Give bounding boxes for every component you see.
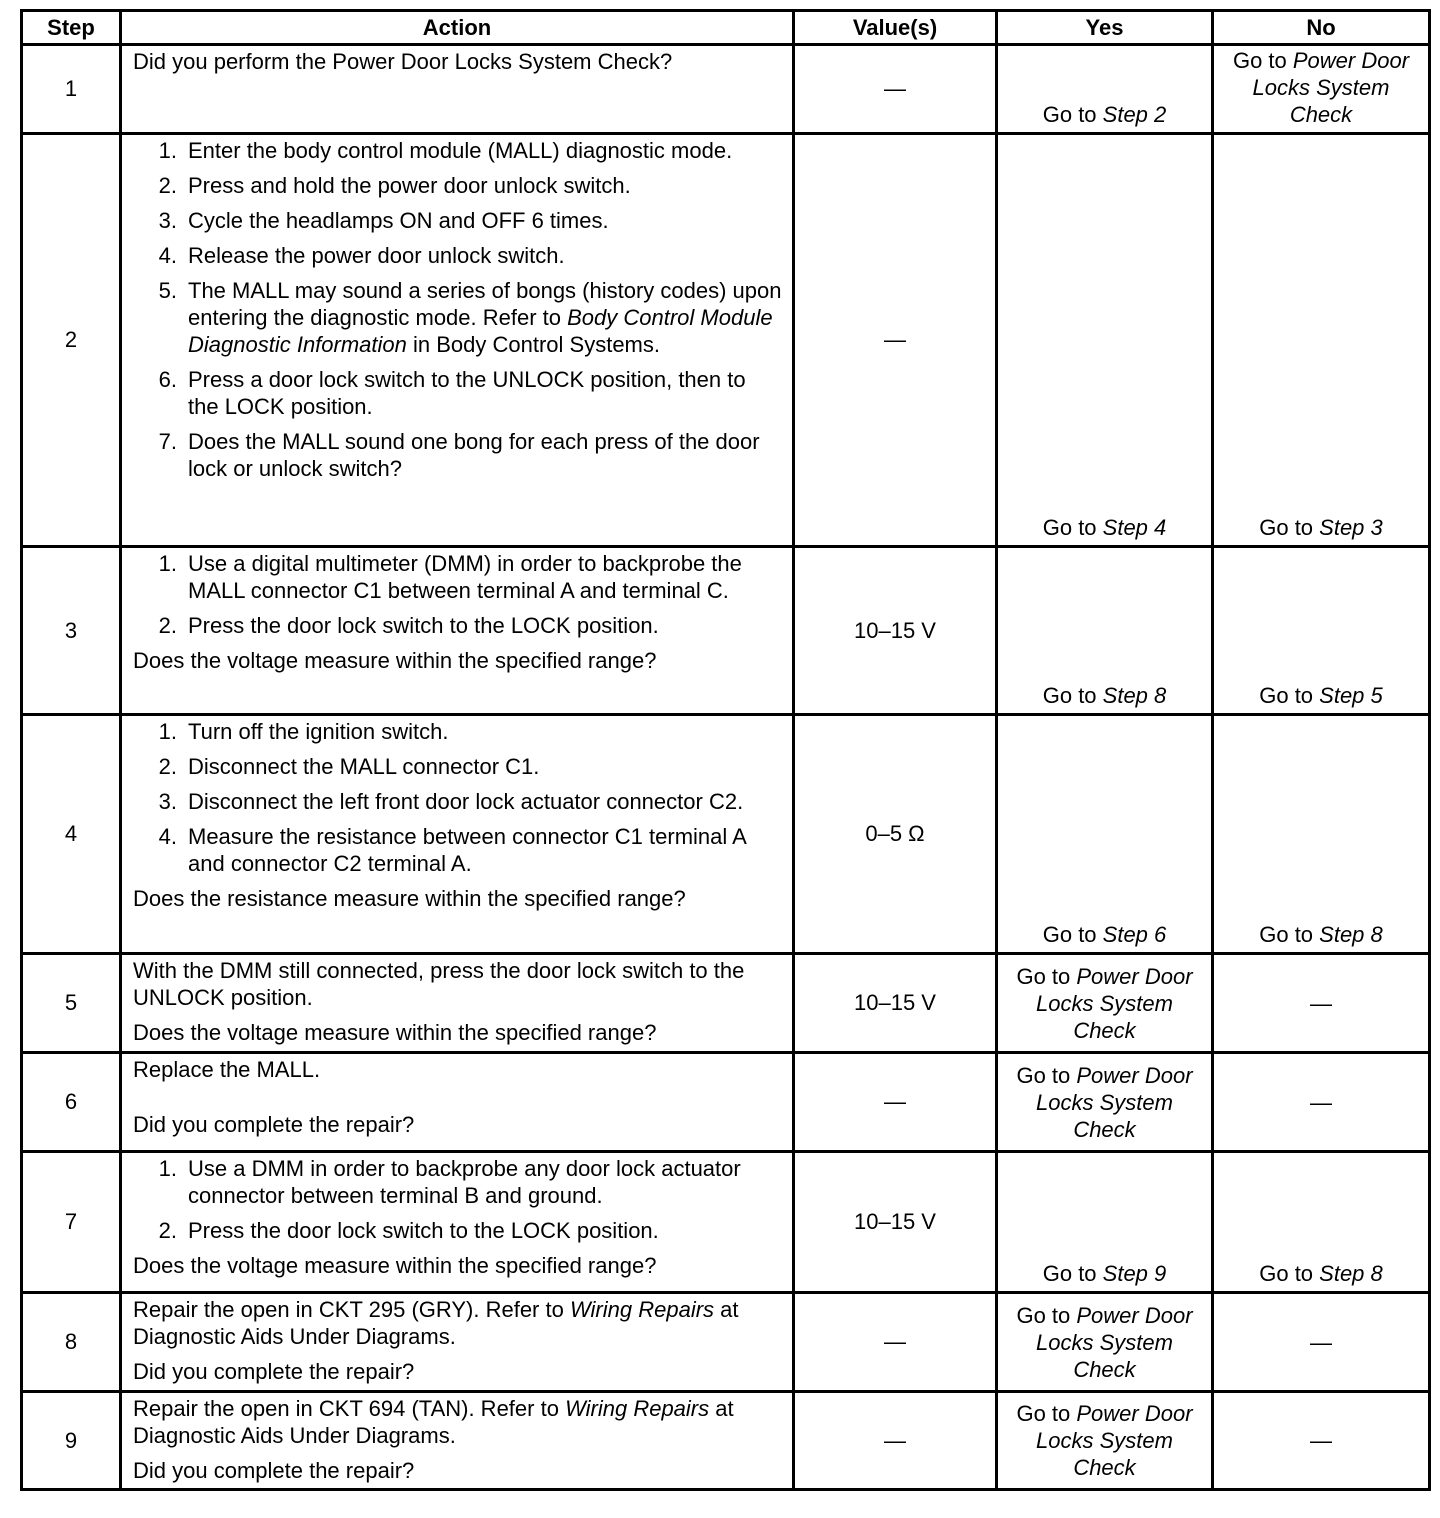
yes-prefix: Go to [1042, 102, 1103, 127]
value-cell: 10–15 V [794, 1152, 997, 1293]
table-row [22, 1152, 1430, 1293]
step-number: 2 [22, 134, 121, 547]
list-text: Does the MALL sound one bong for each press of the door lock or unlock switch? [188, 429, 760, 481]
list-number: 6. [158, 367, 177, 392]
list-number: 1. [158, 1156, 177, 1181]
action-text [133, 1296, 782, 1350]
yes-prefix: Go to [1042, 922, 1103, 947]
list-item [133, 428, 782, 482]
action-list [133, 137, 782, 482]
header-no: No [1213, 11, 1430, 45]
list-text: Use a DMM in order to backprobe any door lock actuator connector between terminal B and ground. [188, 1156, 741, 1208]
yes-link[interactable]: Power Door Locks System Check [1036, 1302, 1193, 1382]
action-question: Does the voltage measure within the specified range? [133, 1020, 657, 1045]
no-cell [1213, 715, 1430, 954]
no-prefix: Go to [1259, 922, 1320, 947]
action-text-part: Repair the open in CKT 295 (GRY). Refer to [133, 1297, 570, 1322]
no-cell: — [1213, 954, 1430, 1053]
value-cell: — [794, 45, 997, 134]
no-prefix: Go to [1232, 48, 1293, 73]
yes-prefix: Go to [1042, 683, 1103, 708]
no-link[interactable]: Step 3 [1319, 515, 1383, 540]
step-number: 8 [22, 1293, 121, 1392]
list-number: 2. [158, 613, 177, 638]
yes-prefix: Go to [1016, 963, 1077, 989]
action-cell [121, 1392, 794, 1490]
action-list [133, 718, 782, 877]
yes-link[interactable]: Power Door Locks System Check [1036, 963, 1193, 1043]
list-number: 7. [158, 429, 177, 454]
list-text [188, 277, 782, 358]
action-list [133, 1155, 782, 1244]
yes-cell [997, 715, 1213, 954]
list-text: Enter the body control module (MALL) diagnostic mode. [188, 138, 733, 163]
yes-prefix: Go to [1042, 1261, 1103, 1286]
action-text: Replace the MALL. [133, 1057, 321, 1082]
list-item [133, 823, 782, 877]
action-cell [121, 547, 794, 715]
action-cell [121, 134, 794, 547]
action-text-part: Repair the open in CKT 694 (TAN). Refer to [133, 1396, 566, 1421]
action-question: Did you complete the repair? [133, 1112, 415, 1137]
yes-prefix: Go to [1016, 1401, 1077, 1426]
list-item [133, 366, 782, 420]
no-link[interactable]: Step 8 [1319, 1261, 1383, 1286]
list-item [133, 277, 782, 358]
action-cell [121, 1053, 794, 1152]
yes-prefix: Go to [1016, 1062, 1077, 1088]
list-text: Press the door lock switch to the LOCK position. [188, 613, 659, 638]
no-prefix: Go to [1259, 515, 1320, 540]
table-row [22, 1293, 1430, 1392]
no-prefix: Go to [1259, 683, 1320, 708]
list-item [133, 612, 782, 639]
no-link[interactable]: Step 8 [1319, 922, 1383, 947]
yes-link[interactable]: Step 8 [1102, 683, 1167, 708]
table-row [22, 954, 1430, 1053]
list-item [133, 1155, 782, 1209]
yes-link[interactable]: Power Door Locks System Check [1036, 1062, 1193, 1142]
yes-link[interactable]: Step 2 [1102, 102, 1167, 127]
step-number: 1 [22, 45, 121, 134]
header-row [22, 11, 1430, 45]
list-item [133, 242, 782, 269]
action-list [133, 550, 782, 639]
action-question: Did you complete the repair? [133, 1458, 415, 1483]
step-number: 6 [22, 1053, 121, 1152]
reference-link[interactable]: Body Control Module Diagnostic Information [188, 305, 773, 357]
no-cell [1213, 547, 1430, 715]
yes-cell [997, 1152, 1213, 1293]
action-text-part: at Diagnostic Aids Under Diagrams. [133, 1396, 734, 1448]
no-cell [1213, 45, 1430, 134]
value-cell: — [794, 1053, 997, 1152]
list-number: 3. [158, 208, 177, 233]
list-text: Disconnect the left front door lock actuator connector C2. [188, 789, 744, 814]
no-cell: — [1213, 1293, 1430, 1392]
action-question: Does the voltage measure within the specified range? [133, 648, 657, 673]
step-number: 7 [22, 1152, 121, 1293]
value-cell: — [794, 1392, 997, 1490]
list-item [133, 207, 782, 234]
list-item [133, 550, 782, 604]
list-number: 5. [158, 278, 177, 303]
list-number: 2. [158, 1218, 177, 1243]
action-question: Did you complete the repair? [133, 1359, 415, 1384]
action-text [133, 1395, 782, 1449]
header-values: Value(s) [794, 11, 997, 45]
list-text: Release the power door unlock switch. [188, 243, 565, 268]
action-text: With the DMM still connected, press the door lock switch to the UNLOCK position. [133, 958, 745, 1010]
list-text: Measure the resistance between connector C1 terminal A and connector C2 terminal A. [188, 824, 746, 876]
action-cell [121, 45, 794, 134]
list-text-part: The MALL may sound a series of bongs (history codes) upon entering the diagnostic mode. Refer to [188, 278, 782, 330]
yes-cell [997, 954, 1213, 1053]
table-row [22, 547, 1430, 715]
no-cell [1213, 1152, 1430, 1293]
list-number: 1. [158, 551, 177, 576]
list-text: Press and hold the power door unlock switch. [188, 173, 631, 198]
action-text: Did you perform the Power Door Locks System Check? [133, 49, 673, 74]
no-link[interactable]: Step 5 [1319, 683, 1383, 708]
value-cell: 10–15 V [794, 547, 997, 715]
yes-link[interactable]: Step 4 [1102, 515, 1167, 540]
list-number: 2. [158, 173, 177, 198]
step-number: 5 [22, 954, 121, 1053]
value-cell: — [794, 1293, 997, 1392]
yes-cell [997, 547, 1213, 715]
yes-prefix: Go to [1042, 515, 1103, 540]
list-text: Cycle the headlamps ON and OFF 6 times. [188, 208, 609, 233]
list-number: 4. [158, 824, 177, 849]
list-number: 3. [158, 789, 177, 814]
list-item [133, 1217, 782, 1244]
action-question: Does the voltage measure within the specified range? [133, 1253, 657, 1278]
list-text: Use a digital multimeter (DMM) in order to backprobe the MALL connector C1 between terminal A and terminal C. [188, 551, 742, 603]
action-question: Does the resistance measure within the specified range? [133, 886, 686, 911]
table-row [22, 45, 1430, 134]
list-number: 1. [158, 138, 177, 163]
reference-link[interactable]: Wiring Repairs [565, 1396, 710, 1421]
table-row [22, 134, 1430, 547]
no-cell: — [1213, 1392, 1430, 1490]
list-text: Turn off the ignition switch. [188, 719, 449, 744]
action-cell [121, 954, 794, 1053]
yes-cell [997, 134, 1213, 547]
action-cell [121, 715, 794, 954]
list-item [133, 718, 782, 745]
yes-prefix: Go to [1016, 1302, 1077, 1328]
yes-link[interactable]: Step 6 [1102, 922, 1167, 947]
table-row [22, 1392, 1430, 1490]
header-yes: Yes [997, 11, 1213, 45]
yes-cell [997, 45, 1213, 134]
list-number: 1. [158, 719, 177, 744]
table-row [22, 1053, 1430, 1152]
list-text: Press the door lock switch to the LOCK position. [188, 1218, 659, 1243]
list-item [133, 788, 782, 815]
diagnostic-table [20, 9, 1431, 1491]
list-item [133, 753, 782, 780]
list-text-part: in Body Control Systems. [406, 332, 660, 357]
no-link[interactable]: Power Door Locks System Check [1252, 48, 1410, 127]
step-number: 4 [22, 715, 121, 954]
list-text: Press a door lock switch to the UNLOCK position, then to the LOCK position. [188, 367, 746, 419]
list-number: 2. [158, 754, 177, 779]
yes-cell [997, 1392, 1213, 1490]
no-prefix: Go to [1259, 1261, 1320, 1286]
action-cell [121, 1152, 794, 1293]
step-number: 9 [22, 1392, 121, 1490]
yes-link[interactable]: Power Door Locks System Check [1036, 1401, 1193, 1480]
no-cell: — [1213, 1053, 1430, 1152]
header-step: Step [22, 11, 121, 45]
no-cell [1213, 134, 1430, 547]
list-item [133, 172, 782, 199]
list-number: 4. [158, 243, 177, 268]
list-text: Disconnect the MALL connector C1. [188, 754, 540, 779]
table-row [22, 715, 1430, 954]
list-item [133, 137, 782, 164]
reference-link[interactable]: Wiring Repairs [569, 1297, 715, 1322]
value-cell: 10–15 V [794, 954, 997, 1053]
value-cell: 0–5 Ω [794, 715, 997, 954]
action-text-part: at Diagnostic Aids Under Diagrams. [133, 1297, 739, 1349]
action-cell [121, 1293, 794, 1392]
yes-cell [997, 1053, 1213, 1152]
yes-cell [997, 1293, 1213, 1392]
step-number: 3 [22, 547, 121, 715]
value-cell: — [794, 134, 997, 547]
yes-link[interactable]: Step 9 [1102, 1261, 1167, 1286]
header-action: Action [121, 11, 794, 45]
